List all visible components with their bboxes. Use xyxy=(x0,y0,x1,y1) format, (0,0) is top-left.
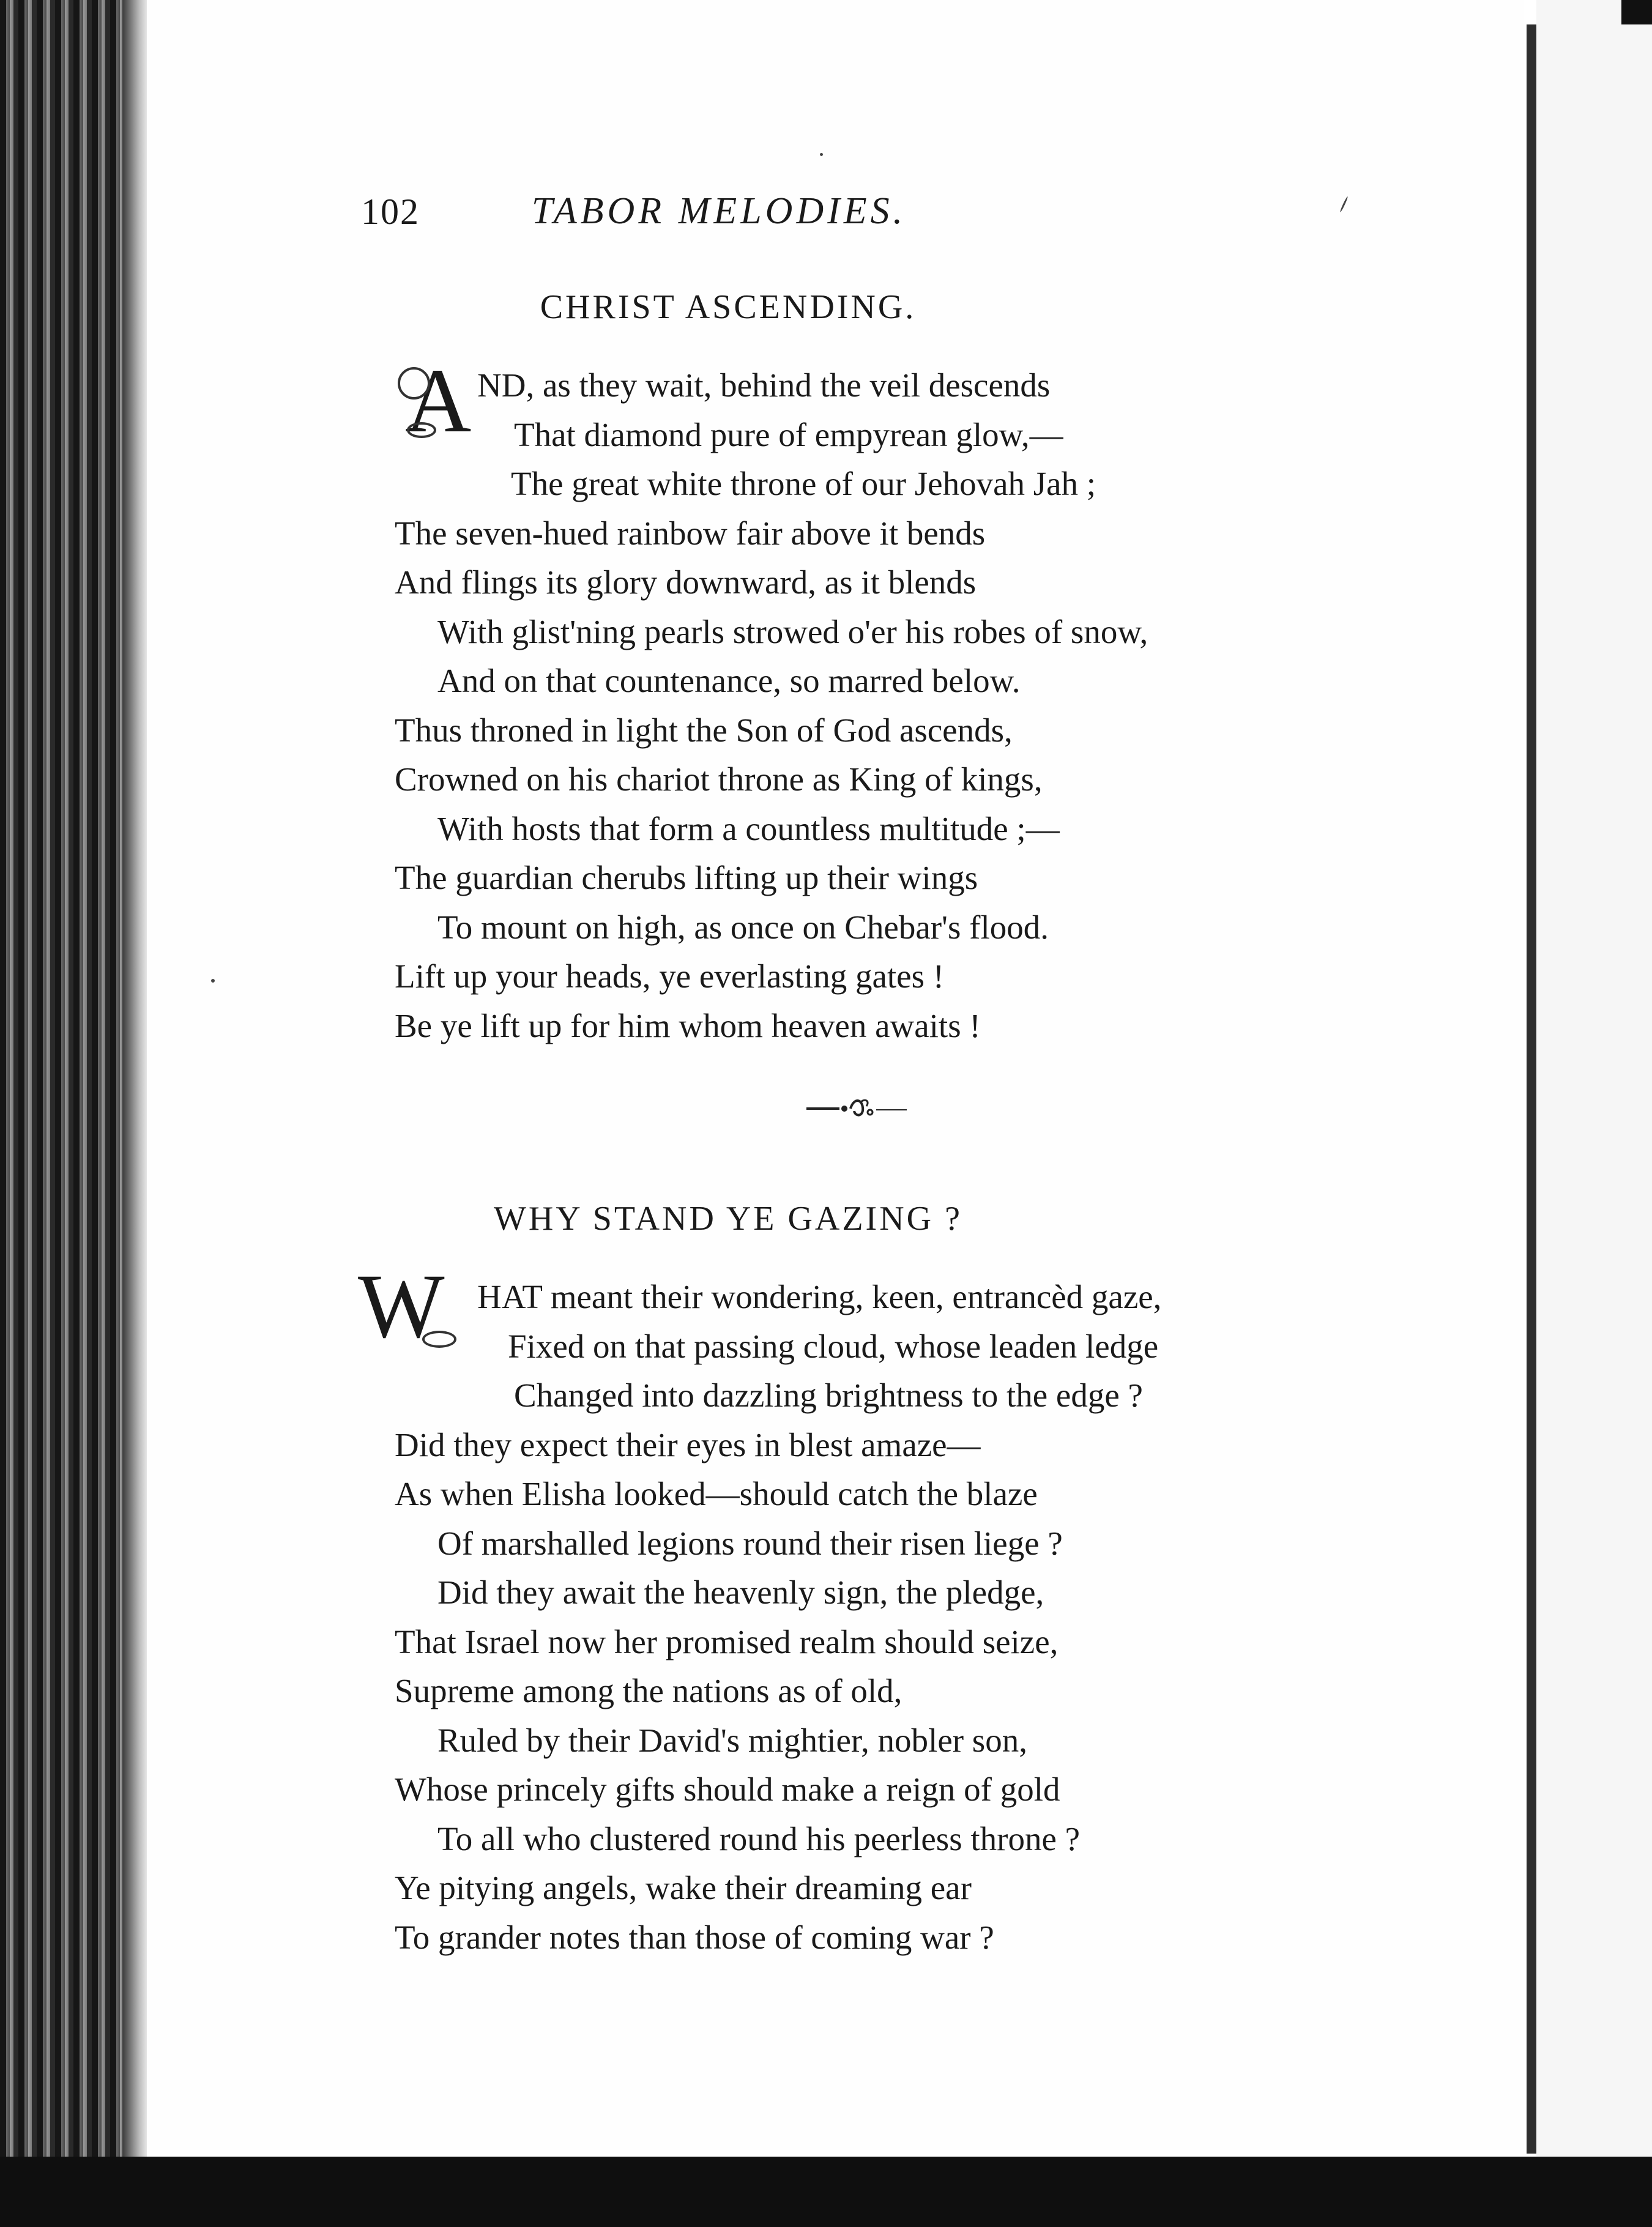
poem-line: The great white throne of our Jehovah Jah ; xyxy=(511,465,1096,502)
poem-line: To all who clustered round his peerless throne ? xyxy=(437,1820,1081,1857)
drop-cap-a: A xyxy=(405,350,472,452)
poem-line: As when Elisha looked—should catch the blaze xyxy=(395,1475,1038,1512)
ornament-divider-icon xyxy=(802,1095,912,1120)
poem-line: To mount on high, as once on Chebar's flood. xyxy=(437,908,1049,946)
poem-line: With hosts that form a countless multitude ;— xyxy=(437,809,1060,847)
poem-title-christ-ascending: CHRIST ASCENDING. xyxy=(540,288,917,326)
poem-line: HAT meant their wondering, keen, entrancèd gaze, xyxy=(477,1278,1162,1315)
drop-cap-w: W xyxy=(358,1255,445,1357)
poem-line: That diamond pure of empyrean glow,— xyxy=(514,415,1063,453)
scan-bottom-border xyxy=(0,2157,1652,2227)
poem-line: With glist'ning pearls strowed o'er his robes of snow, xyxy=(437,612,1148,650)
scan-corner xyxy=(1621,0,1652,24)
poem-line: ND, as they wait, behind the veil descends xyxy=(477,366,1051,404)
poem-line: And flings its glory downward, as it blends xyxy=(395,563,977,601)
poem-why-stand-ye-gazing xyxy=(395,1273,1161,1962)
poem-line: And on that countenance, so marred below. xyxy=(437,662,1021,699)
poem-line: Of marshalled legions round their risen liege ? xyxy=(437,1524,1063,1562)
poem-christ-ascending xyxy=(395,361,1148,1050)
poem-line: Changed into dazzling brightness to the edge ? xyxy=(514,1377,1143,1414)
poem-line: Did they expect their eyes in blest amaze— xyxy=(395,1426,981,1463)
poem-line: The seven-hued rainbow fair above it bends xyxy=(395,514,986,552)
poem-line: Ye pitying angels, wake their dreaming ear xyxy=(395,1869,972,1906)
poem-line: Be ye lift up for him whom heaven awaits ! xyxy=(395,1006,981,1044)
poem-line: Crowned on his chariot throne as King of kings, xyxy=(395,760,1043,798)
poem-line: Fixed on that passing cloud, whose leaden ledge xyxy=(508,1327,1159,1365)
poem-line: To grander notes than those of coming war ? xyxy=(395,1918,994,1956)
poem-line: That Israel now her promised realm should seize, xyxy=(395,1623,1059,1660)
poem-line: The guardian cherubs lifting up their wings xyxy=(395,859,978,896)
poem-line: Ruled by their David's mightier, nobler son, xyxy=(437,1721,1027,1759)
poem-title-why-stand-ye-gazing: WHY STAND YE GAZING ? xyxy=(494,1200,962,1238)
facing-page-edge xyxy=(1536,0,1652,2157)
page-edge-shadow xyxy=(122,0,147,2227)
running-title: TABOR MELODIES. xyxy=(531,190,907,232)
gutter-shadow xyxy=(1527,24,1536,2154)
scan-speck xyxy=(211,979,215,983)
poem-line: Whose princely gifts should make a reign of gold xyxy=(395,1771,1060,1808)
poem-line: Did they await the heavenly sign, the pledge, xyxy=(437,1574,1044,1611)
poem-line: Supreme among the nations as of old, xyxy=(395,1672,902,1709)
page-number: 102 xyxy=(361,191,420,232)
poem-line: Thus throned in light the Son of God ascends, xyxy=(395,711,1013,749)
scan-speck xyxy=(820,153,823,156)
poem-line: Lift up your heads, ye everlasting gates ! xyxy=(395,957,945,995)
